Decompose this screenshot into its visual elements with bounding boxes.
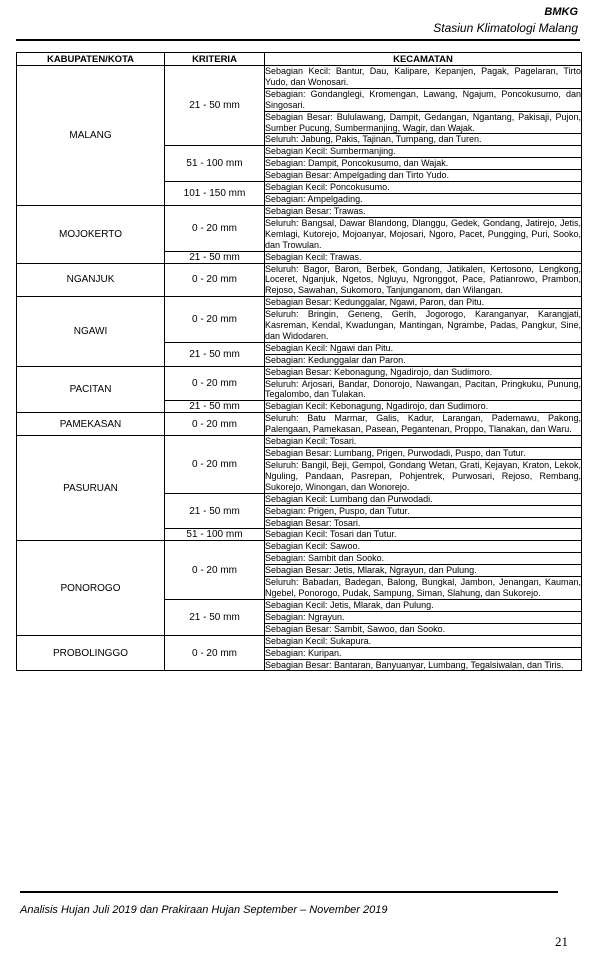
district-cell: Sebagian Kecil: Sawoo. <box>265 541 582 553</box>
district-cell: Sebagian Kecil: Trawas. <box>265 251 582 263</box>
criteria-cell: 101 - 150 mm <box>165 182 265 206</box>
district-cell: Seluruh: Arjosari, Bandar, Donorojo, Nawangan, Pacitan, Pringkuku, Punung, Tegalombo, dan Tulakan. <box>265 378 581 400</box>
district-cell: Sebagian: Gondanglegi, Kromengan, Lawang, Ngajum, Poncokusumo, dan Singosari. <box>265 88 581 110</box>
criteria-cell: 0 - 20 mm <box>165 635 265 671</box>
criteria-cell: 51 - 100 mm <box>165 146 265 182</box>
organization-name: BMKG <box>544 6 578 18</box>
table-row <box>17 635 582 647</box>
district-cell: Seluruh: Bangil, Beji, Gempol, Gondang Wetan, Grati, Kejayan, Kraton, Lekok, Nguling, Pandaan, Pasrepan, Pohjentrek, Purwosari, Rejoso, Rembang, Sukorejo, Winongan, dan Wonorejo. <box>265 460 581 492</box>
footer-divider <box>20 891 558 893</box>
district-cell: Sebagian: Ngrayun. <box>265 611 582 623</box>
table-row <box>17 436 582 448</box>
district-cell: Seluruh: Bangsal, Dawar Blandong, Dlanggu, Gedek, Gondang, Jatirejo, Jetis, Kemlagi, Kutorejo, Mojoanyar, Mojosari, Ngoro, Pacet, Pungging, Puri, Sooko, dan Trowulan. <box>265 217 581 250</box>
page-number: 21 <box>555 934 568 949</box>
regency-name: NGANJUK <box>17 263 165 297</box>
district-cell: Seluruh: Batu Marmar, Galis, Kadur, Larangan, Pademawu, Pakong, Palengaan, Pamekasan, Pasean, Pegantenan, Proppo, Tlanakan, dan Waru. <box>265 413 581 435</box>
criteria-cell: 0 - 20 mm <box>165 436 265 494</box>
district-cell: Sebagian: Dampit, Poncokusumo, dan Wajak. <box>265 158 582 170</box>
criteria-cell: 21 - 50 mm <box>165 66 265 146</box>
criteria-cell: 0 - 20 mm <box>165 297 265 343</box>
district-cell: Sebagian Kecil: Bantur, Dau, Kalipare, Kepanjen, Pagak, Pagelaran, Tirto Yudo, dan Wonosari. <box>265 66 581 87</box>
district-cell: Sebagian Kecil: Sukapura. <box>265 635 582 647</box>
regency-name: PACITAN <box>17 366 165 413</box>
district-cell: Sebagian Kecil: Lumbang dan Purwodadi. <box>265 493 582 505</box>
criteria-cell: 0 - 20 mm <box>165 263 265 297</box>
district-cell: Sebagian Besar: Trawas. <box>265 205 582 217</box>
column-header-district: KECAMATAN <box>265 53 582 66</box>
table-header-row <box>17 53 582 66</box>
regency-name: PROBOLINGGO <box>17 635 165 671</box>
district-cell: Sebagian Kecil: Tosari dan Tutur. <box>265 529 582 541</box>
regency-name: PONOROGO <box>17 541 165 635</box>
district-cell: Sebagian Besar: Lumbang, Prigen, Purwodadi, Puspo, dan Tutur. <box>265 448 582 460</box>
district-cell: Sebagian Besar: Ampelgading dan Tirto Yudo. <box>265 170 582 182</box>
district-cell: Sebagian: Prigen, Puspo, dan Tutur. <box>265 505 582 517</box>
criteria-cell: 21 - 50 mm <box>165 342 265 366</box>
criteria-cell: 0 - 20 mm <box>165 205 265 251</box>
table-row <box>17 366 582 378</box>
district-cell: Sebagian Kecil: Jetis, Mlarak, dan Pulung. <box>265 599 582 611</box>
criteria-cell: 0 - 20 mm <box>165 541 265 600</box>
district-cell: Sebagian Besar: Bantaran, Banyuanyar, Lumbang, Tegalsiwalan, dan Tiris. <box>265 659 582 671</box>
district-cell: Sebagian Besar: Jetis, Mlarak, Ngrayun, dan Pulung. <box>265 565 582 577</box>
header-divider <box>16 39 580 41</box>
district-cell: Sebagian: Kedunggalar dan Paron. <box>265 354 582 366</box>
district-cell: Sebagian: Ampelgading. <box>265 193 582 205</box>
footer-title: Analisis Hujan Juli 2019 dan Prakiraan Hujan September – November 2019 <box>20 904 388 916</box>
table-row <box>17 413 582 436</box>
district-cell: Seluruh: Jabung, Pakis, Tajinan, Tumpang, dan Turen. <box>265 134 582 146</box>
district-cell: Sebagian: Sambit dan Sooko. <box>265 553 582 565</box>
criteria-cell: 21 - 50 mm <box>165 493 265 529</box>
table-body <box>17 66 582 671</box>
district-cell: Sebagian Besar: Bululawang, Dampit, Gedangan, Ngantang, Pakisaji, Pujon, Sumber Pucung, Sumbermanjing, Wagir, dan Wajak. <box>265 111 581 133</box>
district-cell: Sebagian Besar: Sambit, Sawoo, dan Sooko. <box>265 623 582 635</box>
table-row <box>17 263 582 297</box>
rainfall-forecast-table <box>16 52 582 671</box>
district-cell: Sebagian Besar: Kedunggalar, Ngawi, Paron, dan Pitu. <box>265 297 582 309</box>
criteria-cell: 51 - 100 mm <box>165 529 265 541</box>
table-row <box>17 541 582 553</box>
criteria-cell: 0 - 20 mm <box>165 413 265 436</box>
regency-name: MALANG <box>17 66 165 206</box>
table-row <box>17 297 582 309</box>
regency-name: PASURUAN <box>17 436 165 541</box>
district-cell: Sebagian Kecil: Tosari. <box>265 436 582 448</box>
regency-name: MOJOKERTO <box>17 205 165 263</box>
criteria-cell: 0 - 20 mm <box>165 366 265 401</box>
criteria-cell: 21 - 50 mm <box>165 251 265 263</box>
column-header-regency: KABUPATEN/KOTA <box>17 53 165 66</box>
criteria-cell: 21 - 50 mm <box>165 401 265 413</box>
district-cell: Sebagian Kecil: Ngawi dan Pitu. <box>265 342 582 354</box>
district-cell: Sebagian Kecil: Sumbermanjing. <box>265 146 582 158</box>
district-cell: Sebagian: Kuripan. <box>265 647 582 659</box>
table-row <box>17 205 582 217</box>
district-cell: Seluruh: Bringin, Geneng, Gerih, Jogorogo, Karanganyar, Karangjati, Kasreman, Kendal, Kwadungan, Mantingan, Ngrambe, Padas, Pangkur, Sine, dan Widodaren. <box>265 309 581 341</box>
district-cell: Sebagian Kecil: Kebonagung, Ngadirojo, dan Sudimoro. <box>265 401 582 413</box>
district-cell: Sebagian Besar: Tosari. <box>265 517 582 529</box>
table-row <box>17 66 582 89</box>
district-cell: Sebagian Besar: Kebonagung, Ngadirojo, dan Sudimoro. <box>265 366 582 378</box>
criteria-cell: 21 - 50 mm <box>165 599 265 635</box>
regency-name: NGAWI <box>17 297 165 366</box>
district-cell: Seluruh: Bagor, Baron, Berbek, Gondang, Jatikalen, Kertosono, Lengkong, Loceret, Nganjuk, Ngetos, Ngluyu, Ngronggot, Pace, Patianrowo, Prambon, Rejoso, Sawahan, Sukomoro, Tanjunganom, dan Wilangan. <box>265 263 581 296</box>
column-header-criteria: KRITERIA <box>165 53 265 66</box>
station-name: Stasiun Klimatologi Malang <box>433 21 578 35</box>
district-cell: Seluruh: Babadan, Badegan, Balong, Bungkal, Jambon, Jenangan, Kauman, Ngebel, Ponorogo, Pudak, Sampung, Siman, Slahung, dan Sukorejo. <box>265 577 581 599</box>
district-cell: Sebagian Kecil: Poncokusumo. <box>265 182 582 194</box>
regency-name: PAMEKASAN <box>17 413 165 436</box>
